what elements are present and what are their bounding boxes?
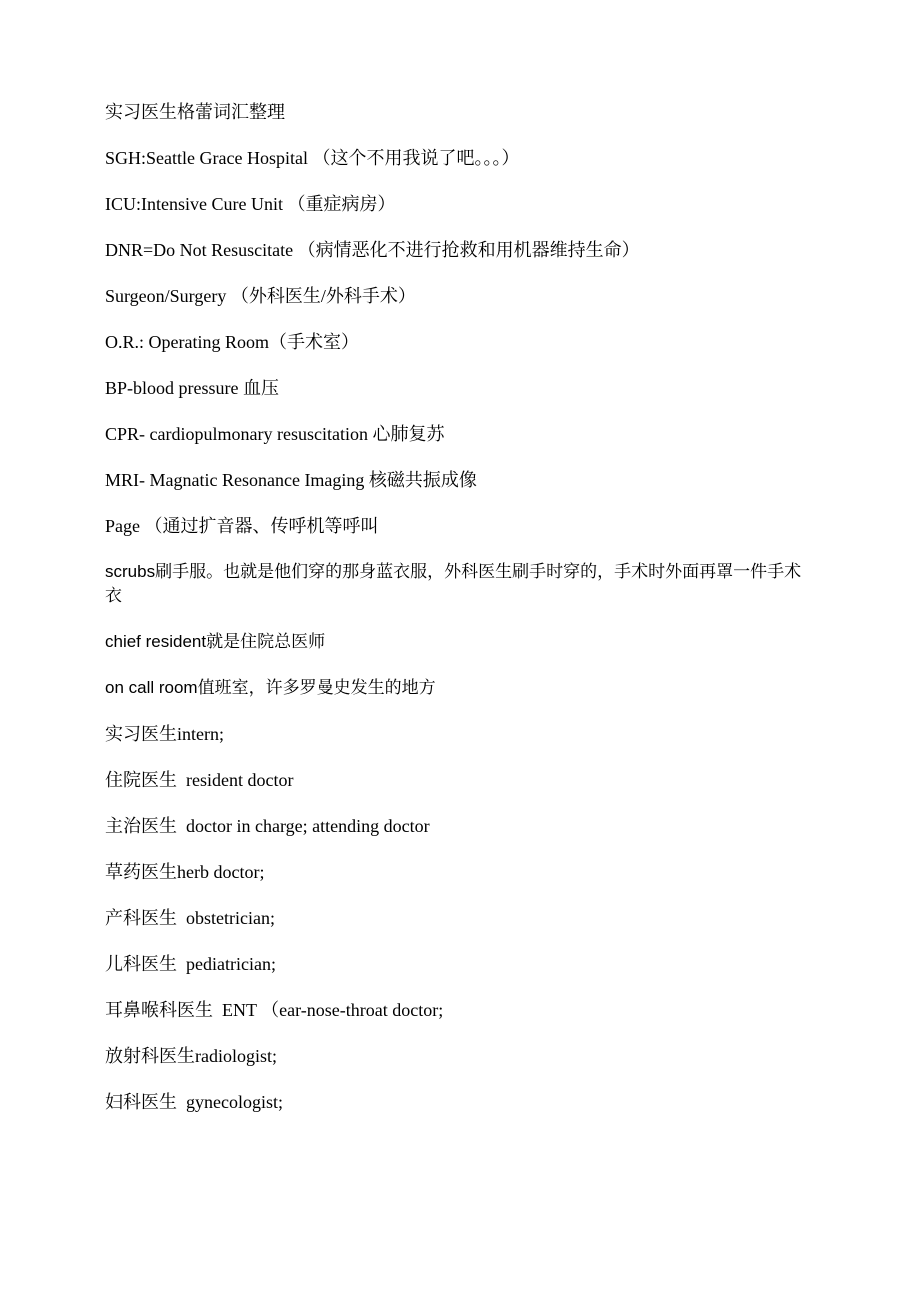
vocab-line-page: Page （通过扩音器、传呼机等呼叫: [105, 516, 379, 536]
vocab-line-herb-doctor: 草药医生herb doctor;: [105, 862, 265, 882]
vocab-line-surgeon: Surgeon/Surgery （外科医生/外科手术）: [105, 286, 416, 306]
document-title: 实习医生格蕾词汇整理: [105, 102, 285, 122]
vocab-line-sgh: SGH:Seattle Grace Hospital （这个不用我说了吧。。。）: [105, 148, 520, 168]
vocab-line-cpr: CPR- cardiopulmonary resuscitation 心肺复苏: [105, 424, 445, 444]
vocab-line-scrubs: scrubs刷手服。也就是他们穿的那身蓝衣服，外科医生刷手时穿的，手术时外面再罩一件手术衣: [105, 562, 802, 605]
vocab-line-obstetrician: 产科医生 obstetrician;: [105, 908, 275, 928]
vocab-line-gynecologist: 妇科医生 gynecologist;: [105, 1092, 283, 1112]
document-body: [105, 100, 815, 1136]
vocab-line-dnr: DNR=Do Not Resuscitate （病情恶化不进行抢救和用机器维持生命）: [105, 240, 640, 260]
vocab-line-bp: BP-blood pressure 血压: [105, 378, 279, 398]
vocab-line-attending-doctor: 主治医生 doctor in charge; attending doctor: [105, 816, 430, 836]
vocab-line-chief-resident: chief resident就是住院总医师: [105, 632, 326, 651]
vocab-line-or: O.R.: Operating Room（手术室）: [105, 332, 359, 352]
vocab-line-mri: MRI- Magnatic Resonance Imaging 核磁共振成像: [105, 470, 477, 490]
vocab-line-resident-doctor: 住院医生 resident doctor: [105, 770, 294, 790]
vocab-line-radiologist: 放射科医生radiologist;: [105, 1046, 277, 1066]
vocab-line-on-call-room: on call room值班室，许多罗曼史发生的地方: [105, 678, 436, 697]
vocab-line-ent: 耳鼻喉科医生 ENT （ear-nose-throat doctor;: [105, 1000, 444, 1020]
vocab-line-intern: 实习医生intern;: [105, 724, 224, 744]
vocab-line-icu: ICU:Intensive Cure Unit （重症病房）: [105, 194, 396, 214]
vocab-line-pediatrician: 儿科医生 pediatrician;: [105, 954, 276, 974]
